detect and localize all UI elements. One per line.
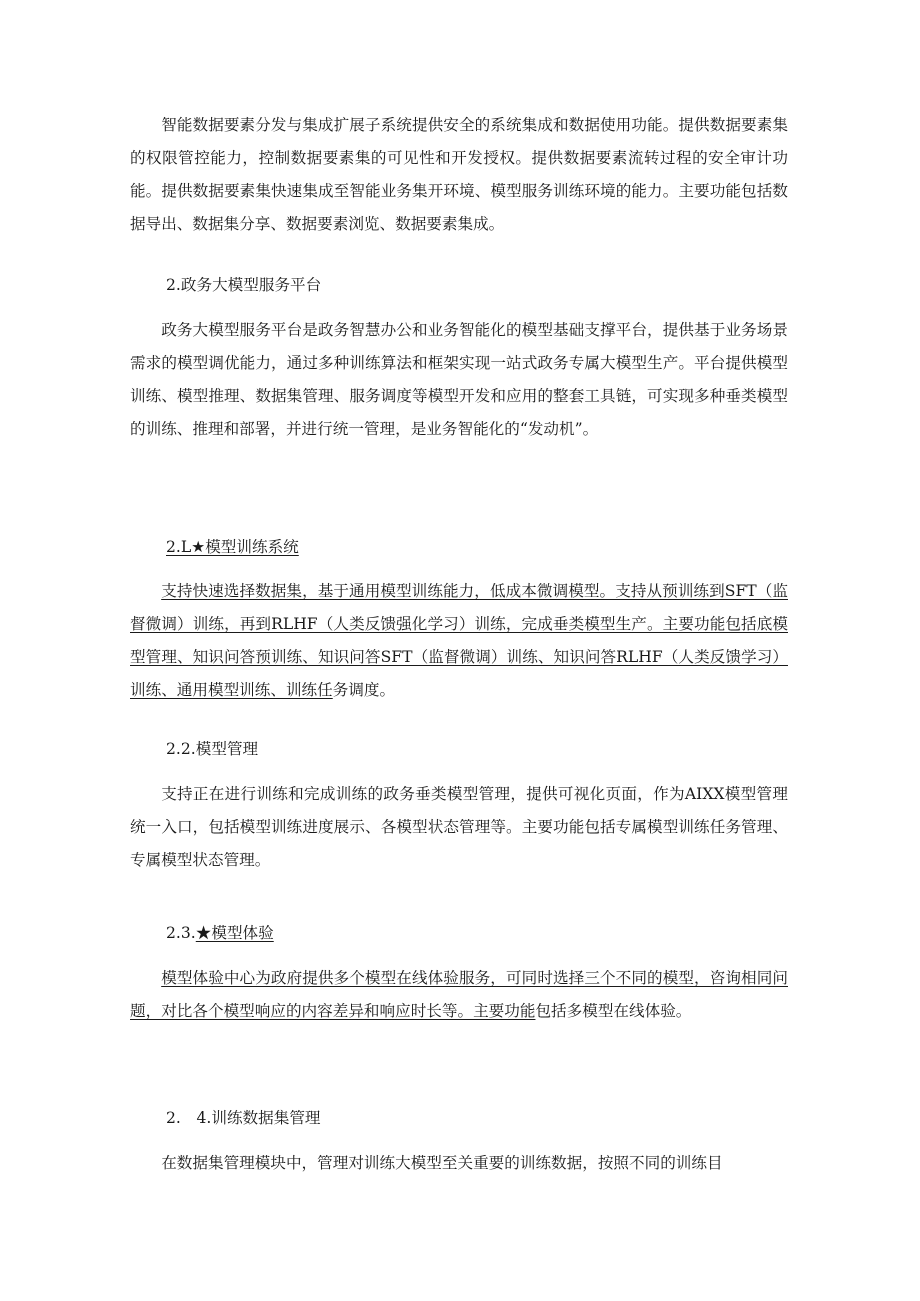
section-heading-dataset-management: 2. 4.训练数据集管理 <box>166 1109 321 1127</box>
section-heading-training-system: 2.L★模型训练系统 <box>166 538 299 556</box>
plain-text: 务调度。 <box>332 681 396 699</box>
section-heading-model-experience <box>166 922 274 944</box>
paragraph-training-system <box>130 575 788 707</box>
heading-title: ★模型体验 <box>195 924 274 942</box>
paragraph-model-management: 支持正在进行训练和完成训练的政务垂类模型管理，提供可视化页面，作为AIXX模型管理统一入口，包括模型训练进度展示、各模型状态管理等。主要功能包括专属模型训练任务管理、专属模型状态管理。 <box>130 785 788 869</box>
section-heading-model-management: 2.2.模型管理 <box>166 740 259 758</box>
heading-number: 2.3. <box>166 924 196 942</box>
section-heading-platform: 2.政务大模型服务平台 <box>166 276 322 294</box>
paragraph-platform: 政务大模型服务平台是政务智慧办公和业务智能化的模型基础支撑平台，提供基于业务场景需求的模型调优能力，通过多种训练算法和框架实现一站式政务专属大模型生产。平台提供模型训练、模型推理、数据集管理、服务调度等模型开发和应用的整套工具链，可实现多种垂类模型的训练、推理和部署，并进行统一管理，是业务智能化的“发动机”。 <box>130 321 788 438</box>
underlined-text: 模型体验中心为政府提供多个模型在线体验服务，可同时选择三个不同的模型，咨询相同问题，对比各个模型响应的内容差异和响应时长等。主要功能 <box>130 969 788 1020</box>
paragraph-model-experience <box>130 962 788 1028</box>
underlined-text: 支持快速选择数据集，基于通用模型训练能力，低成本微调模型。支持从预训练到SFT（监督微调）训练，再到RLHF（人类反馈强化学习）训练，完成垂类模型生产。主要功能包括底模型管理、知识问答预训练、知识问答SFT（监督微调）训练、知识问答RLHF（人类反馈学习）训练、通用模型训练、训练任 <box>130 582 788 699</box>
paragraph-data-distribution: 智能数据要素分发与集成扩展子系统提供安全的系统集成和数据使用功能。提供数据要素集的权限管控能力，控制数据要素集的可见性和开发授权。提供数据要素流转过程的安全审计功能。提供数据要素集快速集成至智能业务集开环境、模型服务训练环境的能力。主要功能包括数据导出、数据集分享、数据要素浏览、数据要素集成。 <box>130 116 788 233</box>
plain-text: 包括多模型在线体验。 <box>535 1002 692 1020</box>
paragraph-dataset-management: 在数据集管理模块中，管理对训练大模型至关重要的训练数据，按照不同的训练目 <box>161 1154 723 1172</box>
